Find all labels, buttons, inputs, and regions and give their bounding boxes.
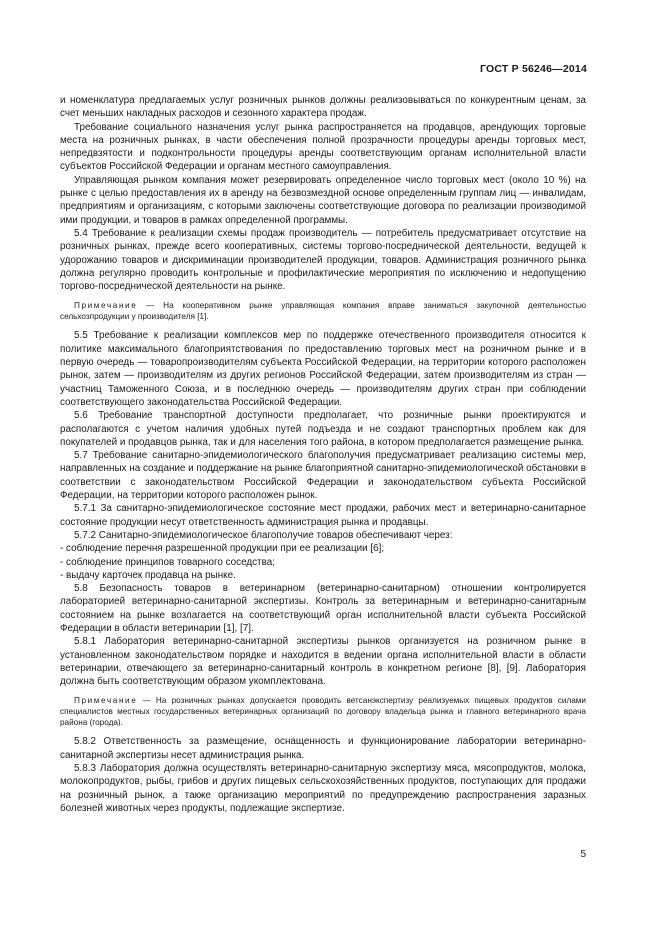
note-label: Примечание (74, 696, 138, 706)
page-number: 5 (580, 849, 586, 860)
note-text: — На розничных рынках допускается проводить ветсанэкспертизу реализуемых пищевых продуктов силами специалистов местных государственных ветеринарных организаций по договору владельца рынка и главного ветеринарного врача района (города). (60, 696, 586, 728)
paragraph: Управляющая рынком компания может резервировать определенное число торговых мест (около 10 %) на рынке с целью предоставления их в аренду на безвозмездной основе определенным группам лиц — инвалидам, предприятиям и организациям, с которыми заключены соответствующие договора по реализации производимой ими продукции, и товаров в рамках определенной программы. (60, 174, 586, 226)
note (60, 300, 586, 322)
note (60, 695, 586, 728)
paragraph-5-4: 5.4 Требование к реализации схемы продаж производитель — потребитель предусматривает отсутствие на розничных рынках, прежде всего кооперативных, системы торгово-посреднической деятельности, ведущей к удорожанию товаров и дискриминации производителей продукции, товаров. Администрация розничного рынка должна регулярно проводить контрольные и профилактические мероприятия по исключению и недопущению торгово-посреднической деятельности на рынке. (60, 227, 586, 293)
note-label: Примечание (74, 301, 138, 311)
note-text: — На кооперативном рынке управляющая компания вправе заниматься закупочной деятельностью сельхозпродукции у производителя [1]. (60, 301, 586, 322)
paragraph: Требование социального назначения услуг рынка распространяется на продавцов, арендующих торговые места на розничных рынках, в части обеспечения полной прозрачности процедуры аренды торговых мест, непредвзятости и подконтрольности процедуры аренды соответствующим органам исполнительной власти субъектов Российской Федерации и органам местного самоуправления. (60, 121, 586, 173)
paragraph-5-8-1: 5.8.1 Лаборатория ветеринарно-санитарной экспертизы рынков организуется на розничном рынке в установленном законодательством порядке и находится в ведении органа исполнительной власти в области ветеринарии, отвечающего за ветеринарно-санитарный контроль в конкретном регионе [8], [9]. Лаборатория должна быть соответствующим образом укомплектована. (60, 636, 586, 688)
paragraph-5-5: 5.5 Требование к реализации комплексов мер по поддержке отечественного производителя относится к политике максимального благоприятствования по предоставлению торговых мест на розничном рынке и в первую очередь — товаропроизводителям субъекта Российской Федерации, на территории которого расположен рынок, затем — производителям из других регионов Российской Федерации, затем производителям из стран — участниц Таможенного Союза, и в последнюю очередь — производителям других стран при соблюдении соответствующего законодательства Российской Федерации. (60, 330, 586, 408)
list-item: - соблюдение принципов товарного соседства; (60, 556, 275, 568)
paragraph-5-8-2: 5.8.2 Ответственность за размещение, оснащенность и функционирование лаборатории ветеринарно-санитарной экспертизы несет администрация рынка. (60, 736, 586, 761)
standard-header: ГОСТ Р 56246—2014 (479, 63, 587, 75)
paragraph-5-8-3: 5.8.3 Лаборатория должна осуществлять ветеринарно-санитарную экспертизу мяса, мясопродуктов, молока, молокопродуктов, рыбы, грибов и других пищевых сельскохозяйственных продуктов, поступающих для продажи на розничный рынок, а также организацию мероприятий по предупреждению распространения заразных болезней животных через продукты, подлежащие экспертизе. (60, 763, 586, 814)
paragraph-5-7-2: 5.7.2 Санитарно-эпидемиологическое благополучие товаров обеспечивают через: (74, 529, 453, 541)
paragraph-5-7: 5.7 Требование санитарно-эпидемиологического благополучия предусматривает реализацию системы мер, направленных на создание и поддержание на рынке благоприятной санитарно-эпидемиологической обстановки в соответствии с законодательством Российской Федерации и законодательством субъекта Российской Федерации, на территории которого расположен рынок. (60, 450, 586, 502)
list-item: - соблюдение перечня разрешенной продукции при ее реализации [6]; (60, 543, 385, 555)
paragraph-5-7-1: 5.7.1 За санитарно-эпидемиологическое состояние мест продажи, рабочих мест и ветеринарно-санитарное состояние продукции несут ответственность администрация рынка и продавцы. (60, 503, 586, 528)
paragraph-5-6: 5.6 Требование транспортной доступности предполагает, что розничные рынки проектируются и располагаются с учетом наличия удобных путей подъезда и не создают транспортных проблем как для покупателей и продавцов рынка, так и для населения того района, в котором предполагается размещение рынка. (60, 410, 586, 448)
paragraph-5-8: 5.8 Безопасность товаров в ветеринарном (ветеринарно-санитарном) отношении контролируется лабораторией ветеринарно-санитарной экспертизы. Контроль за ветеринарным и ветеринарно-санитарным состоянием на рынке возлагается на соответствующий орган исполнительной власти субъекта Российской Федерации в области ветеринарии [1], [7]. (60, 583, 586, 634)
paragraph: и номенклатура предлагаемых услуг розничных рынков должны реализовываться по конкурентным ценам, за счет меньших накладных расходов и сезонного характера продаж. (60, 95, 586, 120)
document-body (60, 94, 586, 815)
list-item: - выдачу карточек продавца на рынке. (60, 569, 236, 581)
